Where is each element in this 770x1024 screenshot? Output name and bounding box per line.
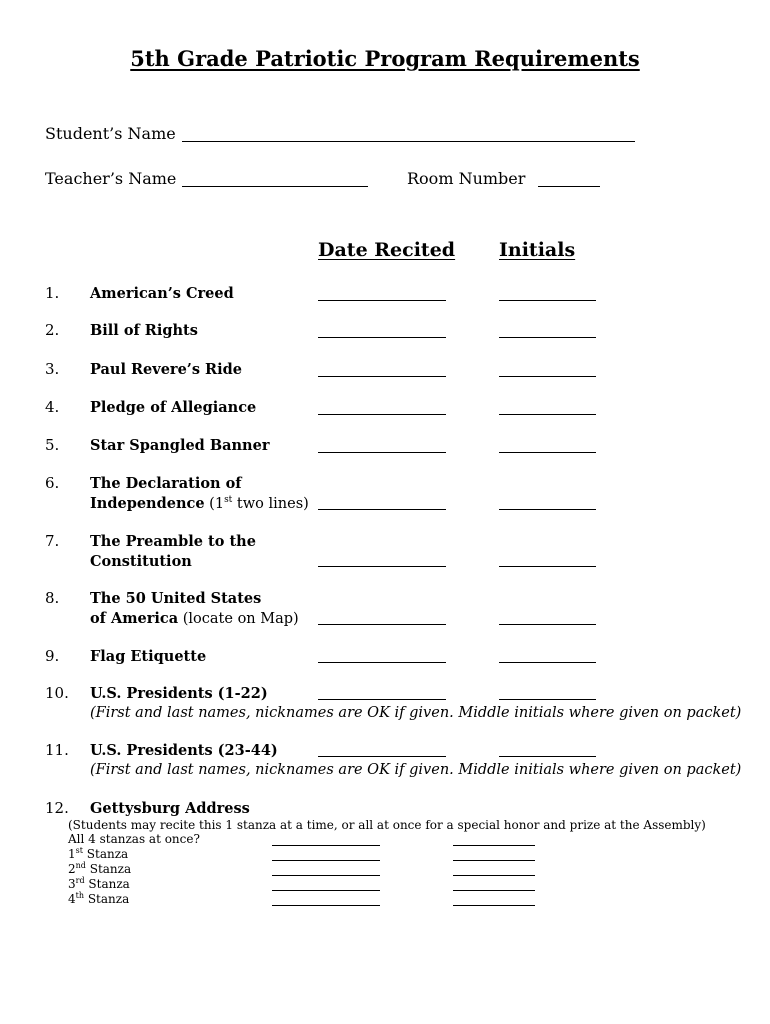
item-title: U.S. Presidents (23-44) [90,742,278,759]
item-title-line1: The Preamble to the [90,533,256,550]
item-number: 12. [45,799,69,817]
initials-line[interactable] [499,756,596,757]
room-number-label: Room Number [407,169,526,188]
date-recited-line[interactable] [318,300,446,301]
initials-line[interactable] [453,860,535,861]
item-note: (locate on Map) [182,611,299,627]
initials-line[interactable] [499,624,596,625]
item-title-line2: Constitution [90,553,192,570]
item-title-line2: of America [90,610,179,627]
item-number: 11. [45,741,69,759]
initials-header: Initials [499,239,576,261]
date-recited-line[interactable] [318,662,446,663]
item-title: Bill of Rights [90,322,198,339]
initials-line[interactable] [499,699,596,700]
item-number: 7. [45,532,60,550]
stanza-label: 1st Stanza [68,846,129,861]
item-number: 2. [45,321,60,339]
item-title-line2: Independence [90,495,205,512]
stanza-label: All 4 stanzas at once? [68,832,200,846]
item-number: 4. [45,398,60,416]
item-number: 6. [45,474,60,492]
date-recited-line[interactable] [272,905,380,906]
item-note: (First and last names, nicknames are OK if given. Middle initials where given on packet) [90,762,742,778]
date-recited-header: Date Recited [318,239,456,261]
item-title: Flag Etiquette [90,648,207,665]
initials-line[interactable] [499,509,596,510]
initials-line[interactable] [453,845,535,846]
item-title-line1: The Declaration of [90,475,242,492]
initials-line[interactable] [499,300,596,301]
initials-line[interactable] [499,566,596,567]
item-number: 8. [45,589,60,607]
initials-line[interactable] [453,890,535,891]
item-number: 10. [45,684,69,702]
teacher-name-label: Teacher’s Name [45,169,177,188]
stanza-label: 4th Stanza [68,891,130,906]
date-recited-line[interactable] [318,566,446,567]
item-number: 5. [45,436,60,454]
date-recited-line[interactable] [318,414,446,415]
date-recited-line[interactable] [272,860,380,861]
item-note: (1st two lines) [209,495,309,512]
item-title: Gettysburg Address [90,800,250,817]
student-name-line[interactable] [182,141,635,142]
item-number: 3. [45,360,60,378]
item-note: (First and last names, nicknames are OK if given. Middle initials where given on packet) [90,705,742,721]
item-title: U.S. Presidents (1-22) [90,685,268,702]
date-recited-line[interactable] [272,875,380,876]
date-recited-line[interactable] [318,624,446,625]
teacher-name-line[interactable] [182,186,368,187]
date-recited-line[interactable] [272,845,380,846]
stanza-label: 3rd Stanza [68,876,130,891]
item-title: Star Spangled Banner [90,437,270,454]
room-number-line[interactable] [538,186,600,187]
initials-line[interactable] [499,452,596,453]
item-title: Paul Revere’s Ride [90,361,242,378]
item-title-line1: The 50 United States [90,590,262,607]
date-recited-line[interactable] [318,756,446,757]
date-recited-line[interactable] [318,509,446,510]
date-recited-line[interactable] [318,337,446,338]
initials-line[interactable] [453,905,535,906]
date-recited-line[interactable] [318,452,446,453]
page-title: 5th Grade Patriotic Program Requirements [130,46,640,71]
initials-line[interactable] [499,376,596,377]
initials-line[interactable] [499,662,596,663]
item-number: 1. [45,284,60,302]
date-recited-line[interactable] [318,376,446,377]
item-title: Pledge of Allegiance [90,399,257,416]
stanza-label: 2nd Stanza [68,861,132,876]
initials-line[interactable] [499,337,596,338]
item-number: 9. [45,647,60,665]
initials-line[interactable] [453,875,535,876]
gettysburg-intro: (Students may recite this 1 stanza at a time, or all at once for a special honor and prize at the Assembly) [68,818,706,832]
date-recited-line[interactable] [272,890,380,891]
initials-line[interactable] [499,414,596,415]
date-recited-line[interactable] [318,699,446,700]
student-name-label: Student’s Name [45,124,176,143]
item-title: American’s Creed [90,285,234,302]
